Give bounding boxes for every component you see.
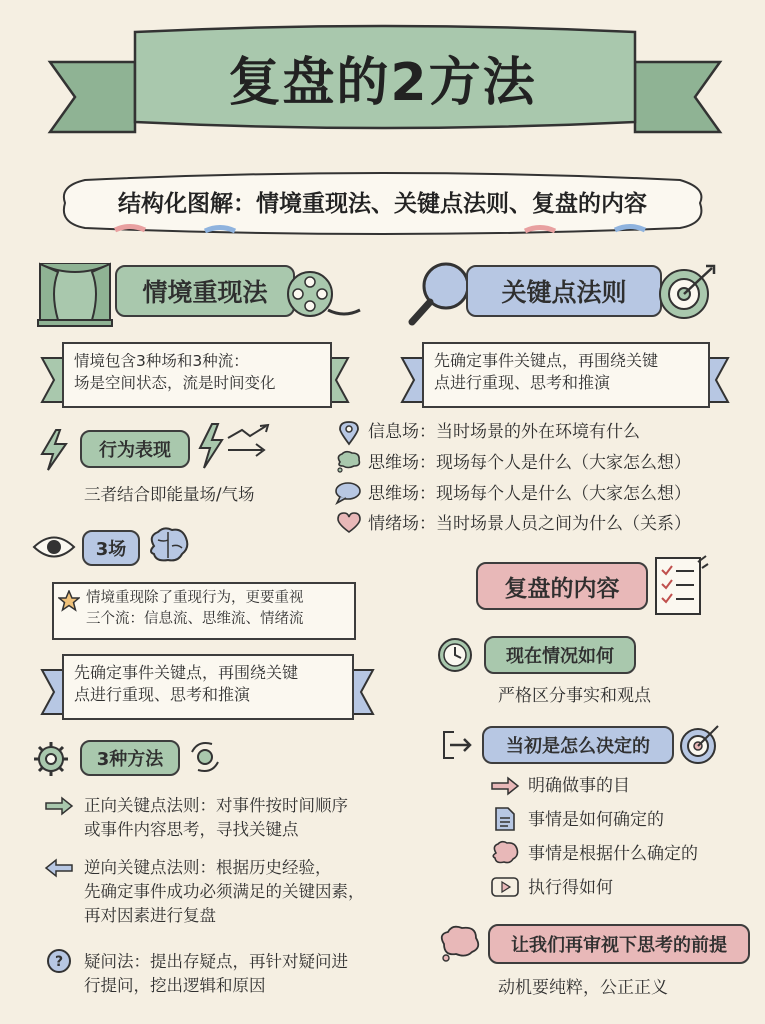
behavior-text: 三者结合即能量场/气场 <box>84 485 255 504</box>
document-icon <box>494 806 516 832</box>
intro-right-line-2: 点进行重现、思考和推演 <box>434 373 611 392</box>
method-backward <box>84 856 365 928</box>
arrow-left-icon <box>44 858 74 878</box>
field-thinking-2: 思维场：现场每个人是什么（大家怎么想） <box>368 484 691 504</box>
methods-label: 3种方法 <box>80 740 180 776</box>
method-backward-line-3: 再对因素进行复盘 <box>84 906 216 925</box>
section-title-key-points: 关键点法则 <box>466 265 662 317</box>
flows-note <box>52 582 356 640</box>
gear-icon <box>32 740 70 778</box>
intro-line-2: 场是空间状态，流是时间变化 <box>74 374 276 392</box>
intro-line-1: 情境包含3种场和3种流： <box>74 352 249 370</box>
method-question <box>84 950 348 998</box>
flows-line-2: 三个流：信息流、思维流、情绪流 <box>86 611 304 627</box>
film-reel-icon <box>284 266 362 322</box>
clock-icon <box>436 636 474 674</box>
keypoint-line-1: 先确定事件关键点，再围绕关键 <box>74 663 299 682</box>
method-forward <box>84 794 348 842</box>
content-title: 复盘的内容 <box>476 562 648 610</box>
refresh-gear-icon <box>186 738 224 776</box>
speech-bubble-icon <box>334 481 362 505</box>
field-info: 信息场：当时场景的外在环境有什么 <box>368 422 640 442</box>
intro-note-right <box>422 342 710 408</box>
target-icon <box>656 262 718 322</box>
behavior-label: 行为表现 <box>80 430 190 468</box>
arrow-right-icon <box>44 796 74 816</box>
brain-icon <box>490 840 520 866</box>
question-icon <box>46 948 72 974</box>
keypoint-note-left <box>62 654 354 720</box>
target-icon <box>678 720 722 766</box>
method-backward-line-1: 逆向关键点法则：根据历史经验， <box>84 858 332 877</box>
location-pin-icon <box>338 420 360 446</box>
page-title: 复盘的2方法 <box>228 53 537 113</box>
keypoint-line-2: 点进行重现、思考和推演 <box>74 685 251 704</box>
decision-item-1: 明确做事的目 <box>528 776 630 796</box>
intro-right-line-1: 先确定事件关键点，再围绕关键 <box>434 351 659 370</box>
svg-text:?: ? <box>54 954 64 970</box>
play-icon <box>490 876 520 898</box>
exit-arrow-icon <box>440 728 474 762</box>
method-backward-line-2: 先确定事件成功必须满足的关键因素， <box>84 882 365 901</box>
method-forward-line-1: 正向关键点法则：对事件按时间顺序 <box>84 796 348 815</box>
field-emotion: 情绪场：当时场景人员之间为什么（关系） <box>368 514 691 534</box>
arrow-right-icon <box>490 776 520 796</box>
lightning-icon <box>38 428 70 472</box>
lightning-arrows-icon <box>196 420 276 472</box>
brain-icon <box>146 526 190 566</box>
three-fields-label: 3场 <box>82 530 140 566</box>
thought-cloud-icon <box>436 924 482 964</box>
premise-label: 让我们再审视下思考的前提 <box>488 924 750 964</box>
decision-item-2: 事情是如何确定的 <box>528 810 664 830</box>
flows-line-1: 情境重现除了重现行为，更要重视 <box>86 590 304 606</box>
magnifier-icon <box>406 258 474 328</box>
subtitle: 结构化图解：情境重现法、关键点法则、复盘的内容 <box>118 191 647 217</box>
decision-item-4: 执行得如何 <box>528 878 613 898</box>
method-forward-line-2: 或事件内容思考，寻找关键点 <box>84 820 299 839</box>
method-question-line-2: 行提问，挖出逻辑和原因 <box>84 976 266 995</box>
eye-icon <box>32 532 76 562</box>
field-thinking-1: 思维场：现场每个人是什么（大家怎么想） <box>368 453 691 473</box>
thought-bubble-icon <box>334 450 362 474</box>
current-label: 现在情况如何 <box>484 636 636 674</box>
checklist-icon <box>650 552 710 618</box>
decision-label: 当初是怎么决定的 <box>482 726 674 764</box>
method-question-line-1: 疑问法：提出存疑点，再针对疑问进 <box>84 952 348 971</box>
heart-icon <box>336 512 362 534</box>
current-text: 严格区分事实和观点 <box>498 686 651 706</box>
section-title-scene-reconstruction: 情境重现法 <box>115 265 295 317</box>
decision-item-3: 事情是根据什么确定的 <box>528 844 698 864</box>
intro-note-left <box>62 342 332 408</box>
premise-text: 动机要纯粹，公正正义 <box>498 978 668 998</box>
theater-stage-icon <box>36 258 114 328</box>
star-icon <box>58 590 80 612</box>
